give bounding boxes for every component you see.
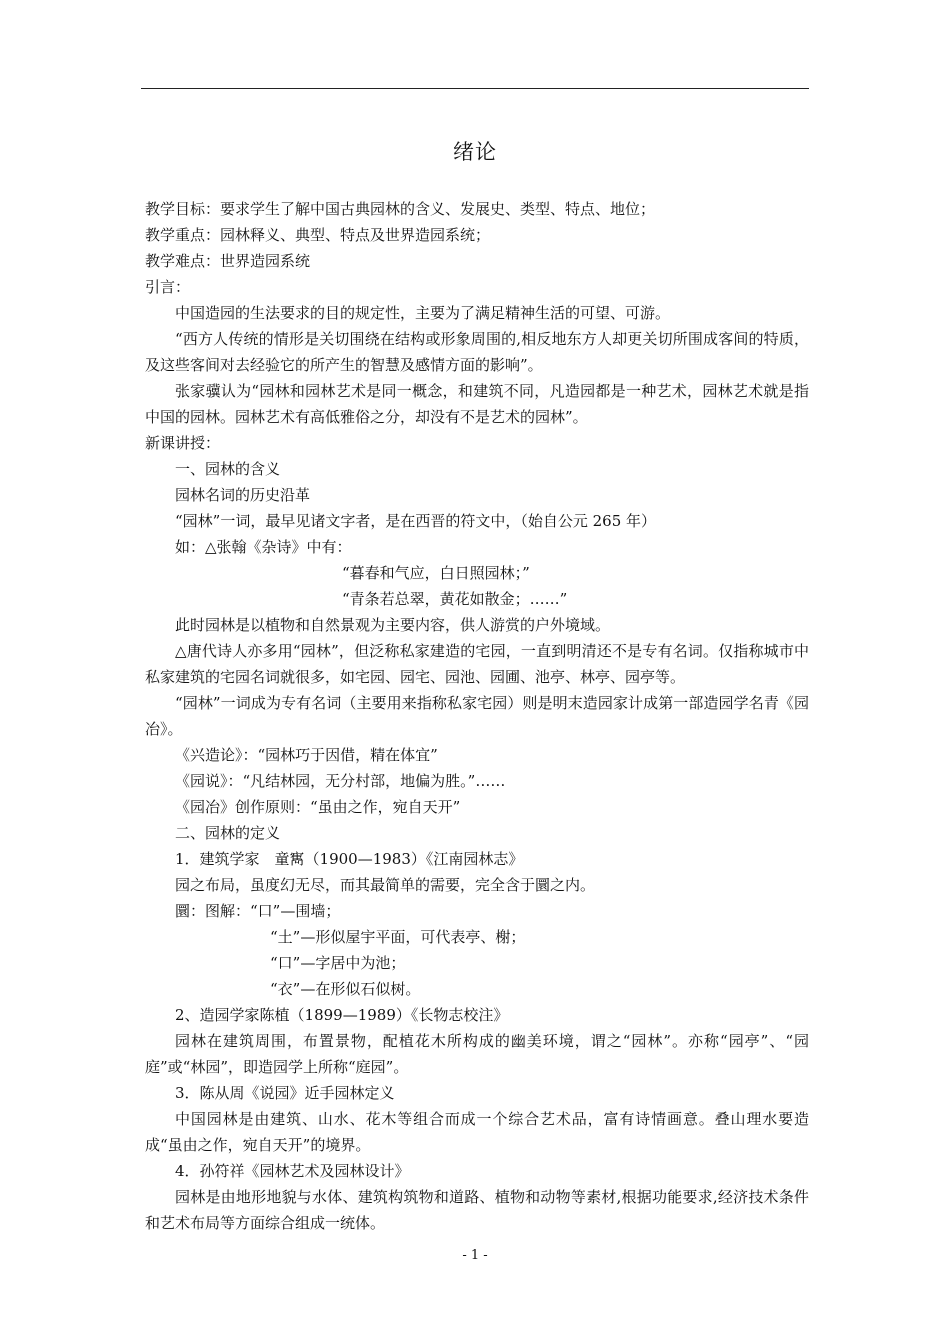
- subheading: 3．陈从周《说园》近手园林定义: [175, 1084, 395, 1102]
- diagram-line: “口”—字居中为池；: [270, 954, 406, 972]
- paragraph: △唐代诗人亦多用“园林”，但泛称私家建造的宅园，一直到明清还不是专有名词。仅指称城市中私家建筑的宅园名词就很多，如宅园、园宅、园池、园圃、池亭、林亭、园亭等。: [145, 642, 809, 686]
- diagram-line: “衣”—在形似石似树。: [270, 980, 421, 998]
- subheading: 2、造园学家陈植（1899—1989）《长物志校注》: [175, 1006, 509, 1024]
- section-heading: 一、园林的含义: [175, 460, 281, 478]
- diagram-line: 圜：图解：“口”—围墙；: [175, 902, 341, 920]
- section-heading: 二、园林的定义: [175, 824, 281, 842]
- poem-line: “暮春和气应，白日照园林；”: [342, 564, 530, 582]
- quote-line: 《园冶》创作原则：“虽由之作，宛自天开”: [175, 798, 461, 816]
- difficulty-line: 教学难点：世界造园系统: [145, 252, 311, 270]
- paragraph: “园林”一词成为专有名词（主要用来指称私家宅园）则是明末造园家计成第一部造园学名青《园冶》。: [145, 694, 809, 738]
- paragraph: 园林在建筑周围，布置景物，配植花木所构成的幽美环境，谓之“园林”。亦称“园亭”、“园庭”或“林园”，即造园学上所称“庭园”。: [145, 1032, 809, 1076]
- paragraph: “园林”一词，最早见诸文字者，是在西晋的符文中，（始自公元 265 年）: [175, 512, 657, 530]
- paragraph: 中国造园的生法要求的目的规定性，主要为了满足精神生活的可望、可游。: [175, 304, 671, 322]
- key-points-line: 教学重点：园林释义、典型、特点及世界造园系统；: [145, 226, 491, 244]
- paragraph: 园林是由地形地貌与水体、建筑构筑物和道路、植物和动物等素材,根据功能要求,经济技术条件和艺术布局等方面综合组成一统体。: [145, 1188, 809, 1232]
- poem-line: “青条若总翠，黄花如散金；……”: [342, 590, 568, 608]
- diagram-line: “土”—形似屋宇平面，可代表亭、榭；: [270, 928, 526, 946]
- header-rule: [141, 88, 809, 89]
- intro-label: 引言：: [145, 278, 191, 296]
- paragraph: 此时园林是以植物和自然景观为主要内容，供人游赏的户外境域。: [175, 616, 611, 634]
- objective-line: 教学目标：要求学生了解中国古典园林的含义、发展史、类型、特点、地位；: [145, 200, 656, 218]
- paragraph: 张家骥认为“园林和园林艺术是同一概念，和建筑不同，凡造园都是一种艺术，园林艺术就是指中国的园林。园林艺术有高低雅俗之分，却没有不是艺术的园林”。: [145, 382, 809, 426]
- page-title: 绪论: [453, 140, 497, 164]
- new-lesson-label: 新课讲授：: [145, 434, 221, 452]
- page-number: - 1 -: [462, 1248, 488, 1263]
- document-body: [145, 196, 809, 1236]
- paragraph: 如：△张翰《杂诗》中有：: [175, 538, 352, 556]
- paragraph: “西方人传统的情形是关切围绕在结构或形象周围的,相反地东方人却更关切所围成客间的特质，及这些客间对去经验它的所产生的智慧及感情方面的影响”。: [145, 330, 809, 374]
- paragraph: 园之布局，虽度幻无尽，而其最简单的需要，完全含于圜之内。: [175, 876, 596, 894]
- quote-line: 《兴造论》：“园林巧于因借，精在体宜”: [175, 746, 438, 764]
- subheading: 1．建筑学家 童寯（1900—1983）《江南园林志》: [175, 850, 524, 868]
- subheading: 园林名词的历史沿革: [175, 486, 311, 504]
- subheading: 4．孙符祥《园林艺术及园林设计》: [175, 1162, 410, 1180]
- paragraph: 中国园林是由建筑、山水、花木等组合而成一个综合艺术品，富有诗情画意。叠山理水要造成“虽由之作，宛自天开”的境界。: [145, 1110, 809, 1154]
- quote-line: 《园说》：“凡结林园，无分村部，地偏为胜。”……: [175, 772, 506, 790]
